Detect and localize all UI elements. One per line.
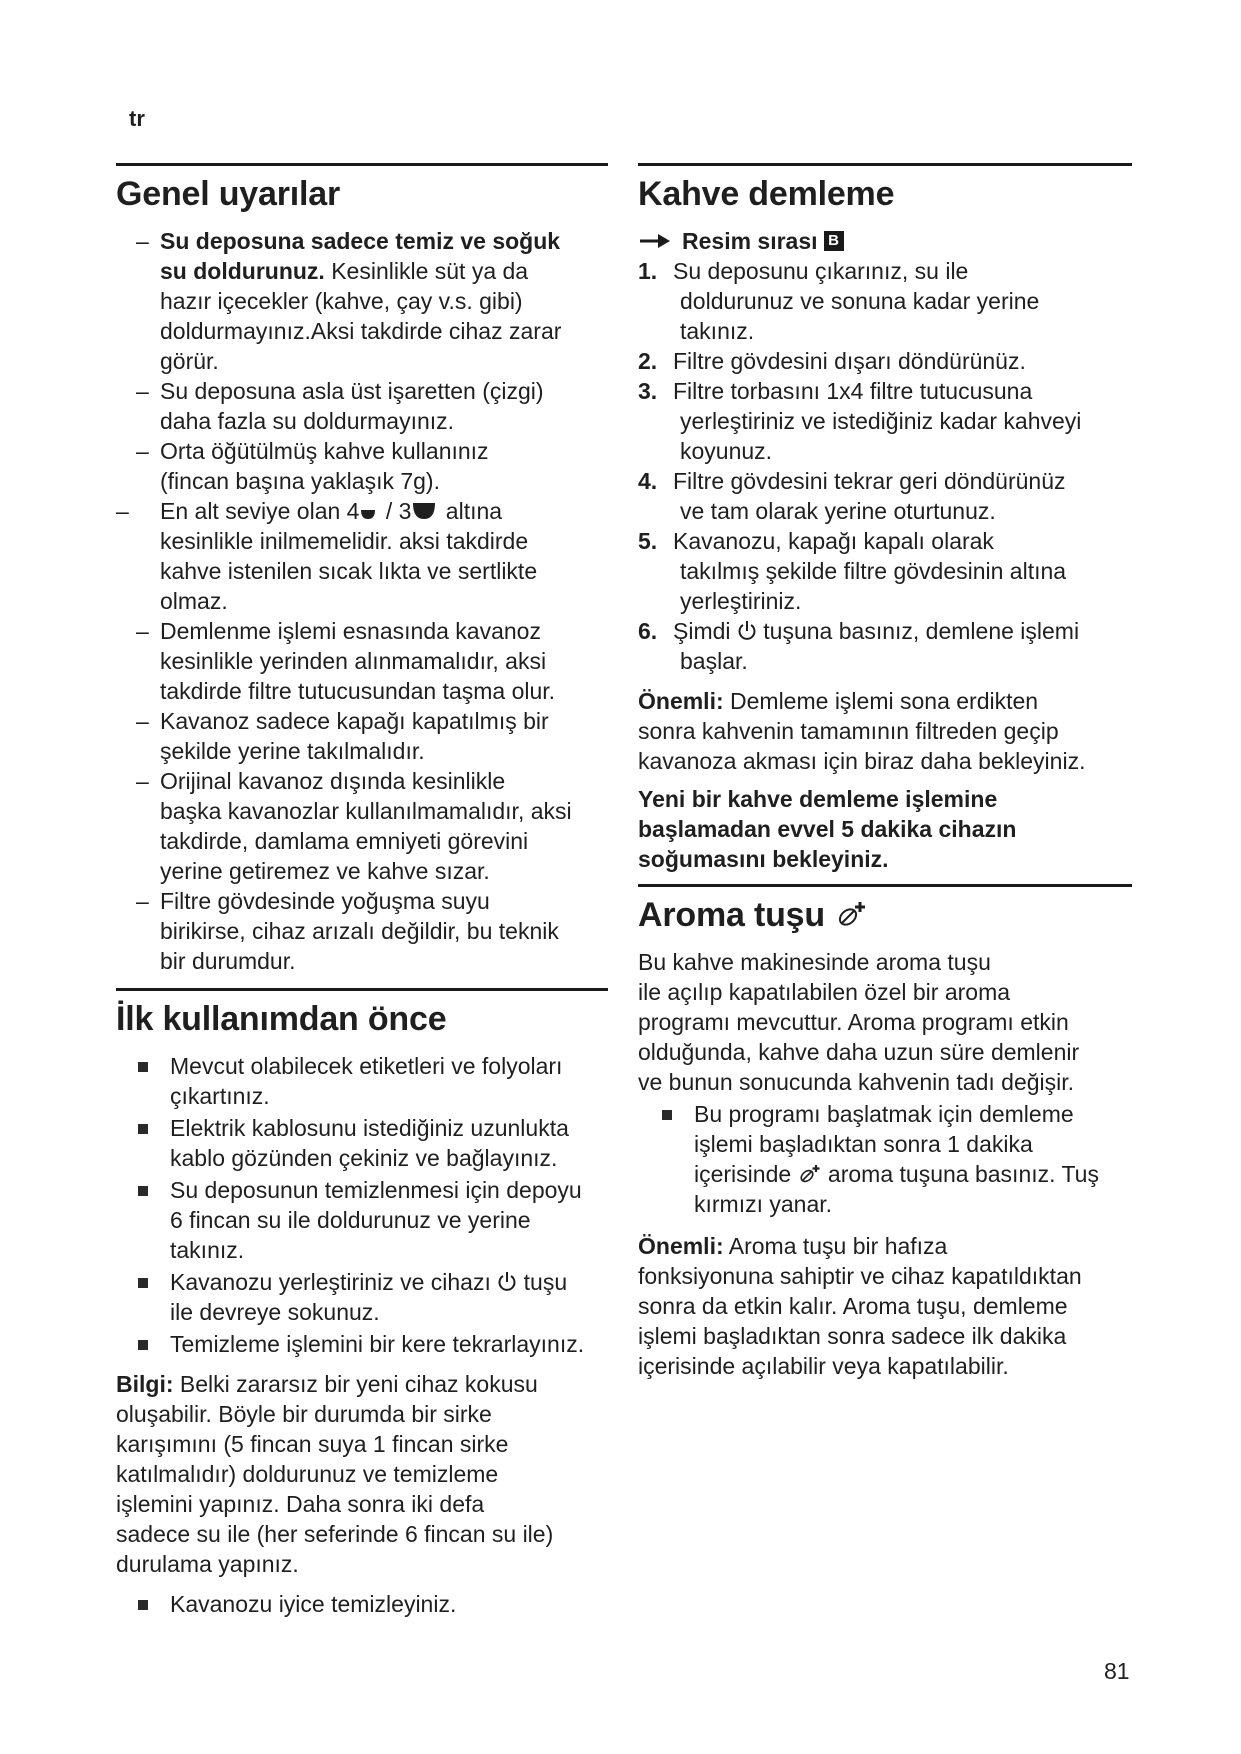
brew-steps [638, 256, 1132, 676]
list-item: Su deposunun temizlenmesi için depoyu 6 fincan su ile doldurunuz ve yerine takınız. [116, 1175, 608, 1265]
square-bullet [136, 1113, 170, 1173]
step-item: 4. Filtre gövdesini tekrar geri döndürünüz ve tam olarak yerine oturtunuz. [638, 468, 1066, 524]
large-cup-icon [411, 500, 439, 522]
section-divider [116, 988, 608, 991]
bold-text: Su deposuna sadece temiz ve soğuk [160, 228, 561, 254]
aroma-intro: Bu kahve makinesinde aroma tuşu ile açılıp kapatılabilen özel bir aroma programı mevcuttur. Aroma programı etkin olduğunda, kahve daha uzun süre demlenir ve bunun sonucunda kahvenin tadı değişir. [638, 949, 1080, 1095]
section-divider [116, 163, 608, 166]
right-column [638, 163, 1132, 1381]
section-title-first-use: İlk kullanımdan önce [116, 1000, 447, 1038]
section-title-brew: Kahve demleme [638, 175, 895, 213]
list-item: Bu programı başlatmak için demleme işlemi başladıktan sonra 1 dakika içerisinde aroma tuşuna basınız. Tuş kırmızı yanar. [638, 1099, 1132, 1219]
step-item: 5. Kavanozu, kapağı kapalı olarak takılmış şekilde filtre gövdesinin altına yerleştiriniz. [638, 528, 1067, 614]
list-item: Temizleme işlemini bir kere tekrarlayınız. [116, 1329, 608, 1359]
info-label: Bilgi: [116, 1371, 174, 1397]
square-bullet [136, 1329, 170, 1359]
page-number: 81 [1104, 1658, 1130, 1684]
section-title-aroma: Aroma tuşu [638, 895, 1132, 935]
square-bullet [136, 1589, 170, 1619]
list-item: Kavanozu iyice temizleyiniz. [116, 1589, 608, 1619]
list-item: Mevcut olabilecek etiketleri ve folyoları çıkartınız. [116, 1051, 608, 1111]
step-item: 3. Filtre torbasını 1x4 filtre tutucusuna yerleştiriniz ve istediğiniz kadar kahveyi koyunuz. [638, 378, 1082, 464]
list-item: Elektrik kablosunu istediğiniz uzunlukta kablo gözünden çekiniz ve bağlayınız. [116, 1113, 608, 1173]
bold-text: su doldurunuz. [160, 258, 325, 284]
figure-letter-badge: B [824, 231, 844, 251]
list-item: – Filtre gövdesinde yoğuşma suyu birikirse, cihaz arızalı değildir, bu teknik bir durumdur. [136, 888, 559, 974]
general-warnings-list [116, 226, 608, 976]
left-column [116, 163, 608, 1619]
first-use-list [116, 1051, 608, 1359]
section-divider [638, 884, 1132, 887]
dash-marker: – [136, 228, 149, 254]
power-icon [497, 1271, 517, 1293]
list-item: – Orta öğütülmüş kahve kullanınız (fincan başına yaklaşık 7g). [136, 438, 489, 494]
info-paragraph: Bilgi: Belki zararsız bir yeni cihaz kokusu oluşabilir. Böyle bir durumda bir sirke karışımını (5 fincan suya 1 fincan sirke katılmalıdır) doldurunuz ve temizleme işlemini yapınız. Daha sonra iki defa sadece su ile (her seferinde 6 fincan su ile) durulama yapınız. [116, 1371, 554, 1577]
small-cup-icon [359, 504, 379, 522]
step-item: 1. Su deposunu çıkarınız, su ile doldurunuz ve sonuna kadar yerine takınız. [638, 258, 1040, 344]
list-item: – Su deposuna asla üst işaretten (çizgi) daha fazla su doldurmayınız. [136, 378, 544, 434]
section-title-general: Genel uyarılar [116, 175, 340, 213]
step-item: 2. Filtre gövdesini dışarı döndürünüz. [638, 348, 1026, 374]
list-item: – Demlenme işlemi esnasında kavanoz kesinlikle yerinden alınmamalıdır, aksi takdirde filtre tutucusundan taşma olur. [136, 618, 556, 704]
list-item: – Su deposuna sadece temiz ve soğuk su doldurunuz. Kesinlikle süt ya da hazır içecekler (kahve, çay v.s. gibi) doldurmayınız.Aksi takdirde cihaz zarar görür. [136, 228, 562, 374]
aroma-icon [835, 899, 869, 931]
cooling-warning: Yeni bir kahve demleme işlemine başlamadan evvel 5 dakika cihazın soğumasını bekleyiniz. [638, 786, 1017, 872]
language-code: tr [129, 106, 145, 131]
list-item: – Orijinal kavanoz dışında kesinlikle başka kavanozlar kullanılmamalıdır, aksi takdirde, damlama emniyeti görevini yerine getiremez ve kahve sızar. [136, 768, 572, 884]
important-note: Önemli: Aroma tuşu bir hafıza fonksiyonuna sahiptir ve cihaz kapatıldıktan sonra da etkin kalır. Aroma tuşu, demleme işlemi başladıktan sonra sadece ilk dakika içerisinde açılabilir veya kapatılabilir. [638, 1233, 1082, 1379]
power-icon [737, 620, 757, 642]
note-label: Önemli: [638, 688, 724, 714]
arrow-right-icon [638, 233, 672, 249]
list-item: Kavanozu yerleştiriniz ve cihazı tuşu ile devreye sokunuz. [116, 1267, 608, 1327]
list-item: – Kavanoz sadece kapağı kapatılmış bir şekilde yerine takılmalıdır. [136, 708, 549, 764]
important-note: Önemli: Demleme işlemi sona erdikten sonra kahvenin tamamının filtreden geçip kavanoza akması için biraz daha bekleyiniz. [638, 688, 1086, 774]
list-item: – En alt seviye olan 4 / 3 altına kesinlikle inilmemelidir. aksi takdirde kahve istenilen sıcak lıkta ve sertlikte olmaz. [116, 498, 538, 614]
square-bullet [136, 1267, 170, 1327]
figure-sequence: Resim sırası B [638, 226, 1132, 256]
square-bullet [136, 1175, 170, 1265]
square-bullet [136, 1051, 170, 1111]
aroma-icon [798, 1163, 822, 1185]
note-label: Önemli: [638, 1233, 724, 1259]
square-bullet [660, 1099, 694, 1219]
step-item: 6. Şimdi tuşuna basınız, demlene işlemi başlar. [638, 618, 1080, 674]
section-divider [638, 163, 1132, 166]
